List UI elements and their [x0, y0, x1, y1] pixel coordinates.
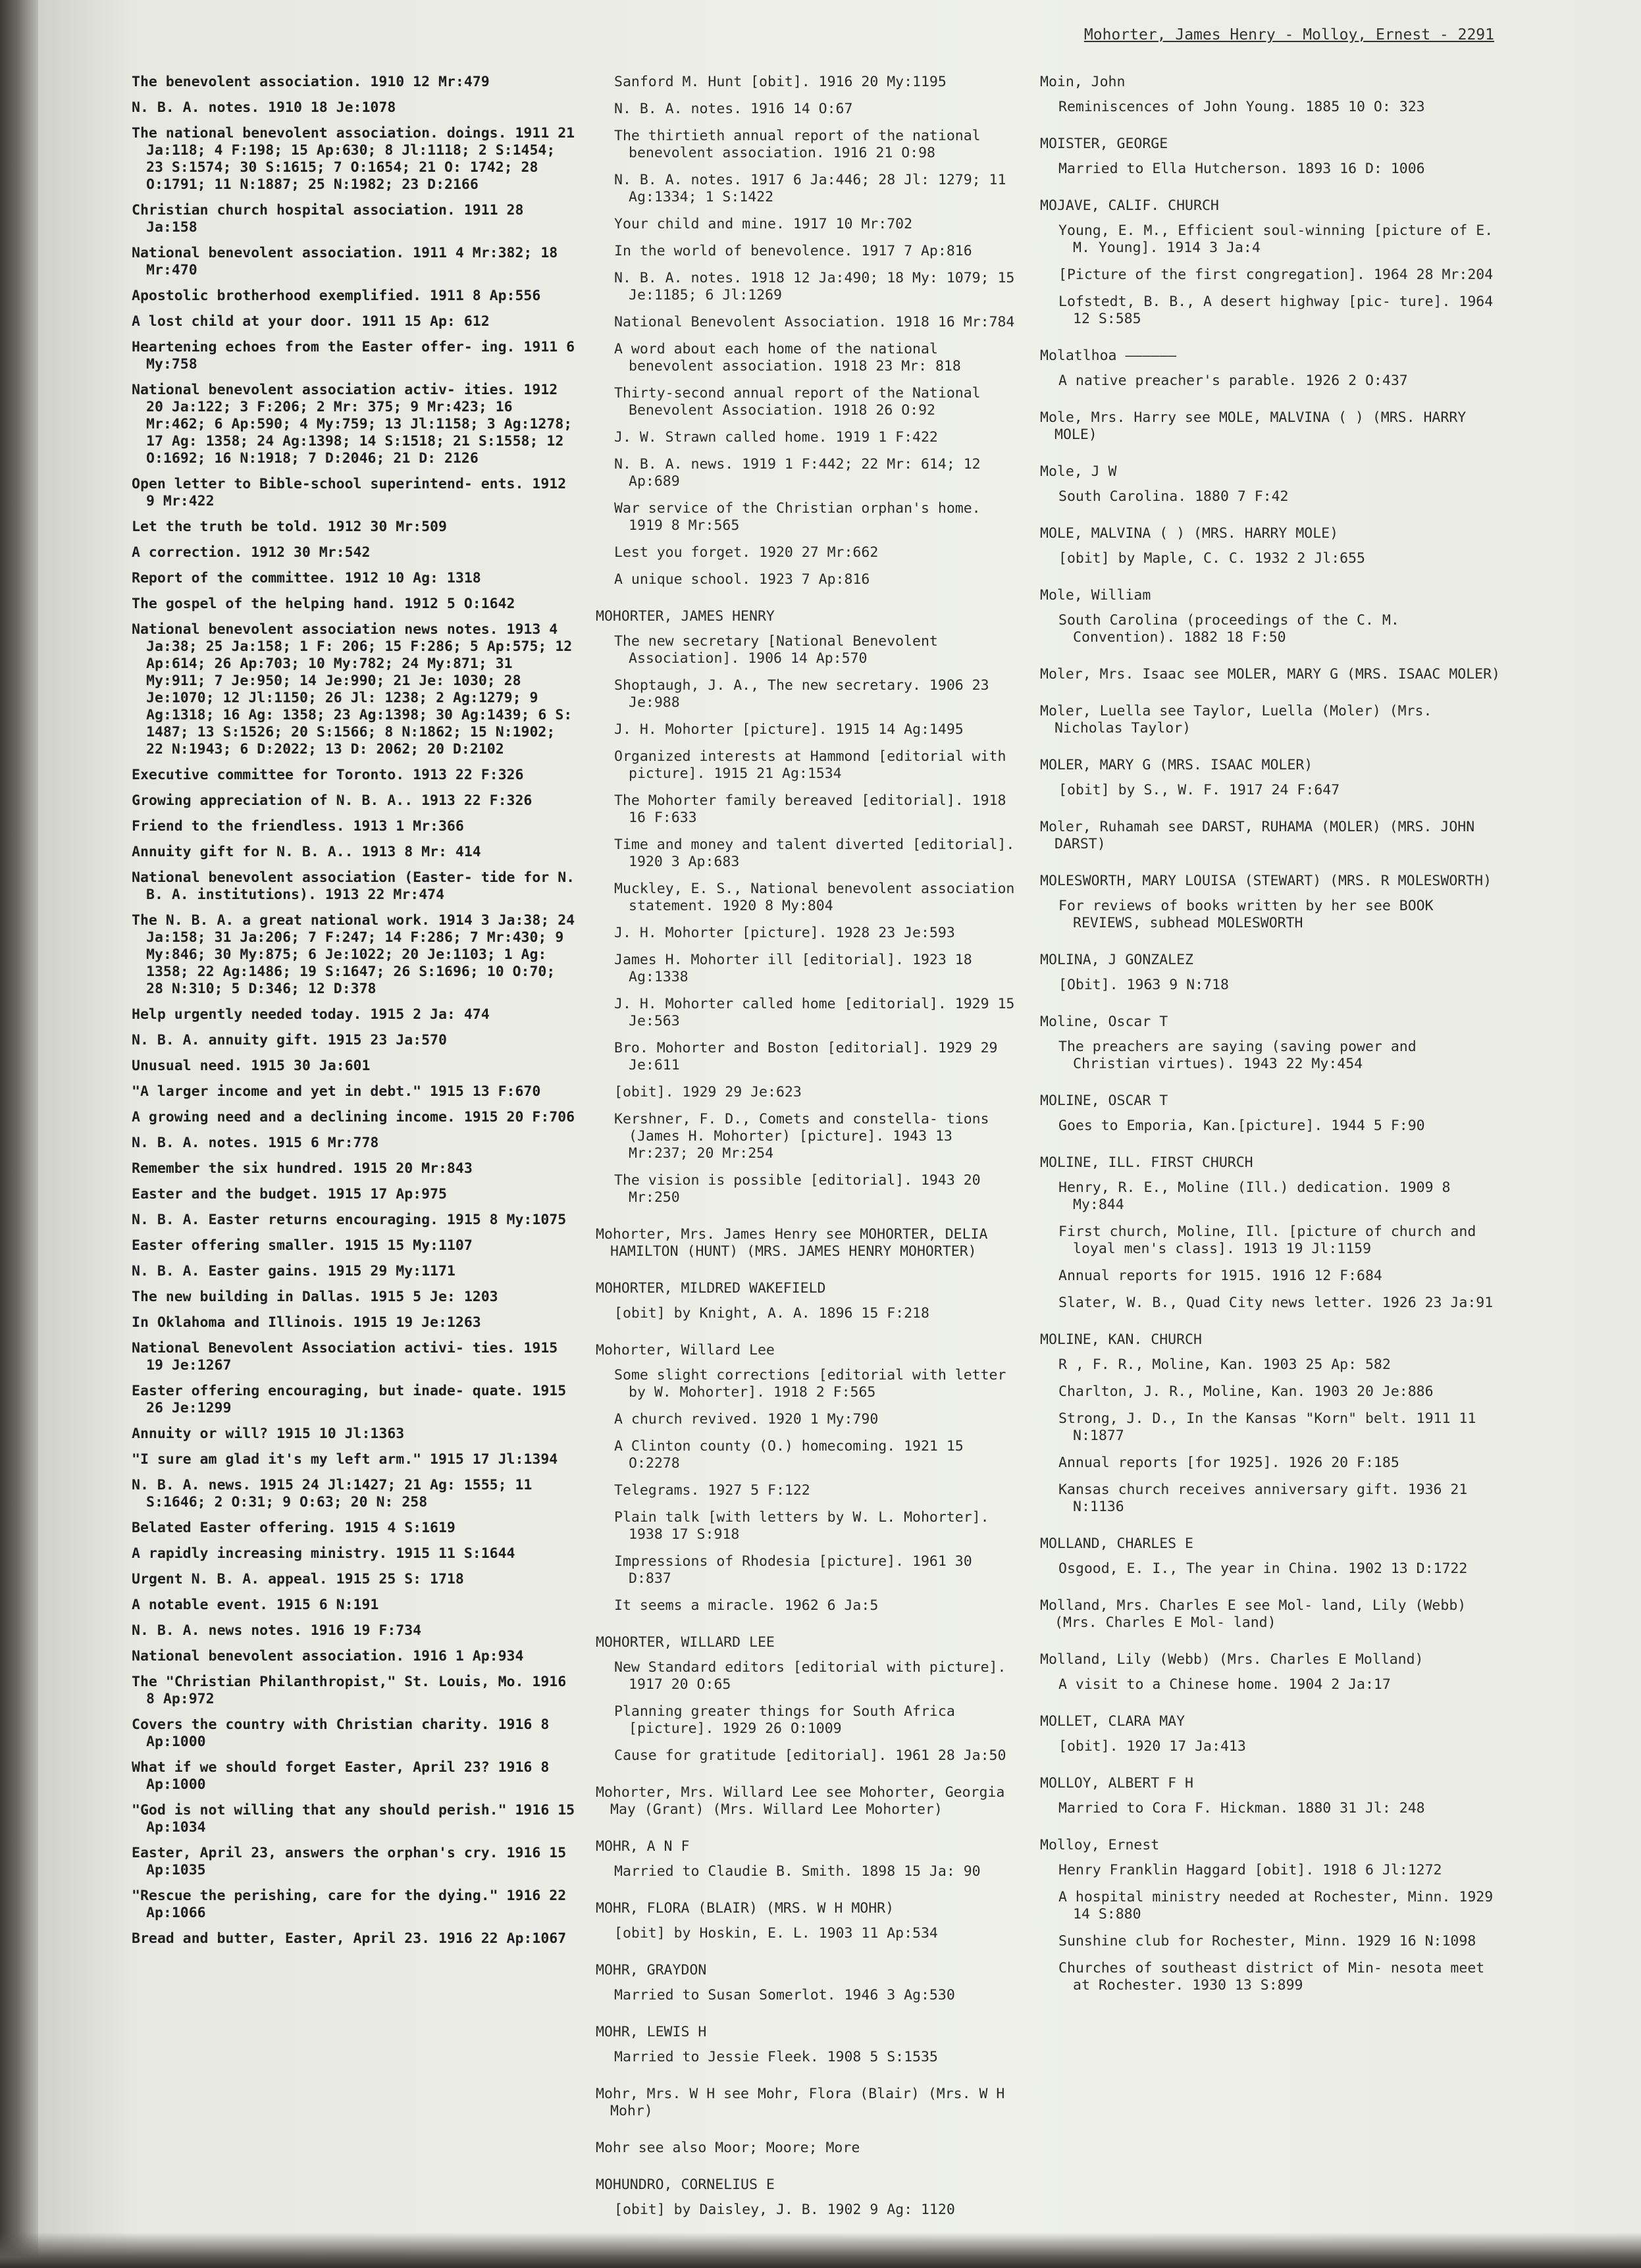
index-entry: Easter offering encouraging, but inade- quate. 1915 26 Je:1299: [132, 1383, 567, 1416]
index-entry: Sanford M. Hunt [obit]. 1916 20 My:1195: [614, 74, 947, 90]
index-entry: Remember the six hundred. 1915 20 Mr:843: [132, 1160, 473, 1177]
index-entry: Slater, W. B., Quad City news letter. 1926 23 Ja:91: [1058, 1295, 1494, 1311]
index-entry: National Benevolent Association activi- ties. 1915 19 Je:1267: [132, 1340, 558, 1374]
index-heading: Moler, Luella see Taylor, Luella (Moler) (Mrs. Nicholas Taylor): [1040, 703, 1432, 736]
index-heading: Moler, Mrs. Isaac see MOLER, MARY G (MRS. ISAAC MOLER): [1040, 666, 1500, 683]
index-entry: Telegrams. 1927 5 F:122: [614, 1482, 810, 1499]
index-entry: Charlton, J. R., Moline, Kan. 1903 20 Je:886: [1058, 1383, 1434, 1400]
index-entry: In Oklahoma and Illinois. 1915 19 Je:1263: [132, 1314, 481, 1331]
index-heading: Mole, J W: [1040, 463, 1117, 480]
index-entry: Strong, J. D., In the Kansas "Korn" belt. 1911 11 N:1877: [1058, 1410, 1476, 1444]
index-entry: "A larger income and yet in debt." 1915 13 F:670: [132, 1083, 541, 1100]
index-heading: MOLLOY, ALBERT F H: [1040, 1775, 1193, 1791]
index-entry: N. B. A. news. 1915 24 Jl:1427; 21 Ag: 1555; 11 S:1646; 2 O:31; 9 O:63; 20 N: 258: [132, 1477, 533, 1510]
index-heading: MOHUNDRO, CORNELIUS E: [596, 2177, 775, 2193]
index-entry: The gospel of the helping hand. 1912 5 O:1642: [132, 596, 515, 612]
index-entry: Belated Easter offering. 1915 4 S:1619: [132, 1520, 456, 1536]
index-entry: Annuity or will? 1915 10 Jl:1363: [132, 1426, 405, 1442]
index-heading: Molatlhoa ——————: [1040, 348, 1177, 364]
index-heading: MOLINE, KAN. CHURCH: [1040, 1331, 1202, 1348]
index-entry: It seems a miracle. 1962 6 Ja:5: [614, 1597, 879, 1614]
index-entry: J. H. Mohorter [picture]. 1915 14 Ag:1495: [614, 721, 964, 738]
index-entry: Open letter to Bible-school superintend- ents. 1912 9 Mr:422: [132, 476, 567, 509]
index-entry: New Standard editors [editorial with picture]. 1917 20 O:65: [614, 1659, 1006, 1693]
index-entry: Organized interests at Hammond [editorial with picture]. 1915 21 Ag:1534: [614, 748, 1006, 782]
index-entry: J. W. Strawn called home. 1919 1 F:422: [614, 429, 938, 446]
index-entry: The "Christian Philanthropist," St. Louis, Mo. 1916 8 Ap:972: [132, 1674, 567, 1707]
index-entry: The new secretary [National Benevolent Association]. 1906 14 Ap:570: [614, 633, 938, 667]
index-entry: The new building in Dallas. 1915 5 Je: 1203: [132, 1289, 498, 1305]
index-entry: Married to Susan Somerlot. 1946 3 Ag:530: [614, 1987, 955, 2003]
index-entry: N. B. A. news notes. 1916 19 F:734: [132, 1622, 422, 1639]
index-entry: A church revived. 1920 1 My:790: [614, 1411, 879, 1428]
index-entry: Married to Jessie Fleek. 1908 5 S:1535: [614, 2049, 938, 2065]
index-entry: Easter offering smaller. 1915 15 My:1107: [132, 1237, 473, 1254]
index-entry: Executive committee for Toronto. 1913 22 F:326: [132, 767, 524, 783]
index-entry: South Carolina (proceedings of the C. M. Convention). 1882 18 F:50: [1058, 612, 1399, 646]
index-heading: MOLLAND, CHARLES E: [1040, 1535, 1193, 1552]
index-heading: Mohorter, Willard Lee: [596, 1342, 775, 1358]
index-entry: A native preacher's parable. 1926 2 O:437: [1058, 373, 1408, 389]
index-entry: The N. B. A. a great national work. 1914 3 Ja:38; 24 Ja:158; 31 Ja:206; 7 F:247; 14 F:286; 7 Mr:430; 9 My:846; 30 My:875; 6 Je:1022; 20 Je:1103; 1 Ag: 1358; 22 Ag:1486; 19 S:1647; 26 S:1696; 10 O:70; 28 N:310; 5 D:346; 12 D:378: [132, 912, 575, 997]
index-entry: N. B. A. news. 1919 1 F:442; 22 Mr: 614; 12 Ap:689: [614, 456, 981, 490]
index-entry: The preachers are saying (saving power and Christian virtues). 1943 22 My:454: [1058, 1039, 1417, 1072]
index-entry: For reviews of books written by her see BOOK REVIEWS, subhead MOLESWORTH: [1058, 898, 1434, 931]
index-entry: Covers the country with Christian charity. 1916 8 Ap:1000: [132, 1716, 550, 1750]
index-entry: A word about each home of the national benevolent association. 1918 23 Mr: 818: [614, 341, 961, 374]
index-entry: Friend to the friendless. 1913 1 Mr:366: [132, 818, 464, 835]
index-entry: Plain talk [with letters by W. L. Mohorter]. 1938 17 S:918: [614, 1509, 989, 1543]
index-entry: N. B. A. annuity gift. 1915 23 Ja:570: [132, 1032, 447, 1048]
index-entry: Annuity gift for N. B. A.. 1913 8 Mr: 414: [132, 844, 481, 860]
index-entry: Lest you forget. 1920 27 Mr:662: [614, 544, 879, 561]
index-heading: Moler, Ruhamah see DARST, RUHAMA (MOLER) (MRS. JOHN DARST): [1040, 819, 1475, 852]
index-entry: A unique school. 1923 7 Ap:816: [614, 571, 870, 588]
index-entry: National Benevolent Association. 1918 16 Mr:784: [614, 314, 1015, 330]
index-heading: MOHR, GRAYDON: [596, 1962, 707, 1978]
index-entry: N. B. A. notes. 1918 12 Ja:490; 18 My: 1079; 15 Je:1185; 6 Jl:1269: [614, 270, 1015, 303]
index-entry: National benevolent association news notes. 1913 4 Ja:38; 25 Ja:158; 1 F: 206; 15 F:286; 5 Ap:575; 12 Ap:614; 26 Ap:703; 10 My:782; 24 My:871; 31 My:911; 7 Je:950; 14 Je:990; 21 Je: 1030; 28 Je:1070; 12 Jl:1150; 26 Jl: 1238; 2 Ag:1279; 9 Ag:1318; 16 Ag: 1358; 23 Ag:1398; 30 Ag:1439; 6 S: 1487; 13 S:1526; 20 S:1566; 8 N:1862; 15 N:1902; 22 N:1943; 6 D:2022; 13 D: 2062; 20 D:2102: [132, 621, 573, 758]
index-entry: A lost child at your door. 1911 15 Ap: 612: [132, 313, 490, 330]
index-entry: The national benevolent association. doings. 1911 21 Ja:118; 4 F:198; 15 Ap:630; 8 Jl:1118; 2 S:1454; 23 S:1574; 30 S:1615; 7 O:1654; 21 O: 1742; 28 O:1791; 11 N:1887; 25 N:1982; 23 D:2166: [132, 125, 575, 193]
index-entry: James H. Mohorter ill [editorial]. 1923 18 Ag:1338: [614, 952, 972, 985]
index-entry: A rapidly increasing ministry. 1915 11 S:1644: [132, 1545, 515, 1562]
index-entry: National benevolent association activ- ities. 1912 20 Ja:122; 3 F:206; 2 Mr: 375; 9 Mr:423; 16 Mr:462; 6 Ap:590; 4 My:759; 13 Jl:1158; 3 Ag:1278; 17 Ag: 1358; 24 Ag:1398; 14 S:1518; 21 S:1558; 12 O:1692; 16 N:1918; 7 D:2046; 21 D: 2126: [132, 382, 573, 467]
index-entry: National benevolent association. 1916 1 Ap:934: [132, 1648, 524, 1664]
index-entry: Thirty-second annual report of the National Benevolent Association. 1918 26 O:92: [614, 385, 981, 419]
index-entry: N. B. A. notes. 1915 6 Mr:778: [132, 1135, 379, 1151]
index-entry: National benevolent association. 1911 4 Mr:382; 18 Mr:470: [132, 245, 558, 278]
index-entry: J. H. Mohorter [picture]. 1928 23 Je:593: [614, 925, 955, 941]
index-entry: The Mohorter family bereaved [editorial]. 1918 16 F:633: [614, 792, 1006, 826]
index-entry: [obit] by Knight, A. A. 1896 15 F:218: [614, 1305, 929, 1322]
index-heading: Molloy, Ernest: [1040, 1837, 1160, 1853]
index-entry: A Clinton county (O.) homecoming. 1921 15 O:2278: [614, 1438, 964, 1472]
index-heading: MOLE, MALVINA ( ) (MRS. HARRY MOLE): [1040, 525, 1339, 542]
index-entry: [obit] by Hoskin, E. L. 1903 11 Ap:534: [614, 1925, 938, 1942]
index-entry: Reminiscences of John Young. 1885 10 O: 323: [1058, 99, 1425, 115]
index-entry: Time and money and talent diverted [editorial]. 1920 3 Ap:683: [614, 837, 1015, 870]
index-entry: Henry, R. E., Moline (Ill.) dedication. 1909 8 My:844: [1058, 1179, 1451, 1213]
index-entry: Married to Cora F. Hickman. 1880 31 Jl: 248: [1058, 1800, 1425, 1817]
index-entry: Growing appreciation of N. B. A.. 1913 22 F:326: [132, 792, 533, 809]
index-heading: MOISTER, GEORGE: [1040, 136, 1168, 152]
index-entry: A growing need and a declining income. 1915 20 F:706: [132, 1109, 575, 1125]
index-heading: MOHR, FLORA (BLAIR) (MRS. W H MOHR): [596, 1900, 895, 1917]
index-entry: [obit]. 1929 29 Je:623: [614, 1084, 802, 1100]
index-entry: What if we should forget Easter, April 23? 1916 8 Ap:1000: [132, 1759, 550, 1793]
index-entry: [obit] by Maple, C. C. 1932 2 Jl:655: [1058, 550, 1365, 567]
index-entry: [obit] by Daisley, J. B. 1902 9 Ag: 1120: [614, 2202, 955, 2218]
index-entry: Married to Claudie B. Smith. 1898 15 Ja: 90: [614, 1863, 981, 1880]
index-entry: N. B. A. notes. 1917 6 Ja:446; 28 Jl: 1279; 11 Ag:1334; 1 S:1422: [614, 172, 1006, 205]
index-entry: N. B. A. notes. 1916 14 O:67: [614, 101, 853, 117]
index-heading: MOJAVE, CALIF. CHURCH: [1040, 197, 1219, 214]
index-entry: Shoptaugh, J. A., The new secretary. 1906 23 Je:988: [614, 677, 989, 711]
index-entry: N. B. A. notes. 1910 18 Je:1078: [132, 99, 396, 116]
index-entry: Married to Ella Hutcherson. 1893 16 D: 1006: [1058, 161, 1425, 177]
index-entry: Churches of southeast district of Min- nesota meet at Rochester. 1930 13 S:899: [1058, 1960, 1485, 1994]
index-entry: Heartening echoes from the Easter offer- ing. 1911 6 My:758: [132, 339, 575, 373]
index-entry: Unusual need. 1915 30 Ja:601: [132, 1058, 371, 1074]
page-bottom-edge: [0, 2232, 1641, 2268]
index-entry: N. B. A. Easter returns encouraging. 1915 8 My:1075: [132, 1212, 567, 1228]
index-column-1: [132, 74, 579, 1956]
running-head: Mohorter, James Henry - Molloy, Ernest - 2291: [1083, 26, 1494, 43]
index-entry: Christian church hospital association. 1911 28 Ja:158: [132, 202, 524, 236]
index-entry: First church, Moline, Ill. [picture of church and loyal men's class]. 1913 19 Jl:1159: [1058, 1224, 1476, 1257]
index-heading: Molland, Lily (Webb) (Mrs. Charles E Molland): [1040, 1651, 1424, 1668]
book-spine-shadow: [0, 0, 38, 2268]
index-column-2: [596, 74, 1017, 2229]
index-heading: Mole, William: [1040, 587, 1151, 604]
index-entry: N. B. A. Easter gains. 1915 29 My:1171: [132, 1263, 456, 1279]
index-heading: MOLINA, J GONZALEZ: [1040, 952, 1193, 968]
index-entry: Annual reports for 1915. 1916 12 F:684: [1058, 1268, 1382, 1284]
index-heading: MOLER, MARY G (MRS. ISAAC MOLER): [1040, 757, 1313, 773]
index-entry: Bro. Mohorter and Boston [editorial]. 1929 29 Je:611: [614, 1040, 998, 1073]
index-entry: A notable event. 1915 6 N:191: [132, 1597, 379, 1613]
index-heading: MOLINE, ILL. FIRST CHURCH: [1040, 1154, 1253, 1171]
index-entry: Goes to Emporia, Kan.[picture]. 1944 5 F:90: [1058, 1118, 1425, 1134]
index-entry: "God is not willing that any should perish." 1916 15 Ap:1034: [132, 1802, 575, 1836]
index-heading: MOLINE, OSCAR T: [1040, 1093, 1168, 1109]
index-heading: MOLLET, CLARA MAY: [1040, 1713, 1185, 1730]
index-column-3: [1040, 74, 1501, 2004]
index-heading: MOHORTER, JAMES HENRY: [596, 608, 775, 625]
index-entry: [Picture of the first congregation]. 1964 28 Mr:204: [1058, 267, 1494, 283]
index-entry: Osgood, E. I., The year in China. 1902 13 D:1722: [1058, 1560, 1468, 1577]
index-entry: Your child and mine. 1917 10 Mr:702: [614, 216, 913, 232]
index-entry: Impressions of Rhodesia [picture]. 1961 30 D:837: [614, 1553, 972, 1587]
index-entry: Help urgently needed today. 1915 2 Ja: 474: [132, 1006, 490, 1023]
index-entry: Urgent N. B. A. appeal. 1915 25 S: 1718: [132, 1571, 464, 1587]
index-entry: South Carolina. 1880 7 F:42: [1058, 488, 1289, 505]
index-entry: Apostolic brotherhood exemplified. 1911 8 Ap:556: [132, 288, 541, 304]
index-heading: MOHR, LEWIS H: [596, 2024, 707, 2040]
index-entry: "I sure am glad it's my left arm." 1915 17 Jl:1394: [132, 1451, 558, 1468]
index-entry: "Rescue the perishing, care for the dying." 1916 22 Ap:1066: [132, 1888, 567, 1921]
index-entry: Sunshine club for Rochester, Minn. 1929 16 N:1098: [1058, 1933, 1476, 1949]
index-entry: Kansas church receives anniversary gift. 1936 21 N:1136: [1058, 1482, 1468, 1515]
index-entry: Young, E. M., Efficient soul-winning [picture of E. M. Young]. 1914 3 Ja:4: [1058, 222, 1494, 256]
index-entry: [Obit]. 1963 9 N:718: [1058, 977, 1229, 993]
index-entry: Muckley, E. S., National benevolent association statement. 1920 8 My:804: [614, 881, 1015, 914]
index-entry: A correction. 1912 30 Mr:542: [132, 544, 371, 561]
index-entry: A visit to a Chinese home. 1904 2 Ja:17: [1058, 1676, 1391, 1693]
index-entry: Planning greater things for South Africa [picture]. 1929 26 O:1009: [614, 1703, 955, 1737]
index-entry: Kershner, F. D., Comets and constella- tions (James H. Mohorter) [picture]. 1943 13 Mr:237; 20 Mr:254: [614, 1111, 989, 1162]
index-entry: J. H. Mohorter called home [editorial]. 1929 15 Je:563: [614, 996, 1015, 1029]
index-heading: Mohorter, Mrs. James Henry see MOHORTER, DELIA HAMILTON (HUNT) (MRS. JAMES HENRY MOHORTER): [596, 1226, 988, 1260]
index-entry: [obit] by S., W. F. 1917 24 F:647: [1058, 782, 1340, 798]
index-heading: MOHORTER, WILLARD LEE: [596, 1634, 775, 1651]
index-entry: Some slight corrections [editorial with letter by W. Mohorter]. 1918 2 F:565: [614, 1367, 1006, 1401]
index-entry: Let the truth be told. 1912 30 Mr:509: [132, 519, 447, 535]
index-entry: Annual reports [for 1925]. 1926 20 F:185: [1058, 1455, 1399, 1471]
index-entry: Easter, April 23, answers the orphan's cry. 1916 15 Ap:1035: [132, 1845, 567, 1878]
index-entry: The benevolent association. 1910 12 Mr:479: [132, 74, 490, 90]
index-entry: War service of the Christian orphan's home. 1919 8 Mr:565: [614, 500, 981, 534]
index-entry: [obit]. 1920 17 Ja:413: [1058, 1738, 1246, 1755]
index-entry: The thirtieth annual report of the national benevolent association. 1916 21 O:98: [614, 128, 981, 161]
index-heading: Molland, Mrs. Charles E see Mol- land, Lily (Webb) (Mrs. Charles E Mol- land): [1040, 1597, 1467, 1631]
index-heading: Mohorter, Mrs. Willard Lee see Mohorter, Georgia May (Grant) (Mrs. Willard Lee Mohorter): [596, 1784, 1005, 1818]
index-entry: Easter and the budget. 1915 17 Ap:975: [132, 1186, 447, 1202]
index-entry: National benevolent association (Easter- tide for N. B. A. institutions). 1913 22 Mr:474: [132, 869, 575, 903]
index-entry: In the world of benevolence. 1917 7 Ap:816: [614, 243, 972, 259]
index-heading: Mole, Mrs. Harry see MOLE, MALVINA ( ) (MRS. HARRY MOLE): [1040, 409, 1467, 443]
index-heading: Moline, Oscar T: [1040, 1014, 1168, 1030]
index-heading: MOHR, A N F: [596, 1838, 690, 1855]
index-entry: A hospital ministry needed at Rochester, Minn. 1929 14 S:880: [1058, 1889, 1494, 1922]
index-heading: Mohr see also Moor; Moore; More: [596, 2140, 860, 2156]
index-entry: R , F. R., Moline, Kan. 1903 25 Ap: 582: [1058, 1356, 1391, 1373]
index-heading: MOHORTER, MILDRED WAKEFIELD: [596, 1280, 826, 1297]
index-heading: Moin, John: [1040, 74, 1126, 90]
index-entry: The vision is possible [editorial]. 1943 20 Mr:250: [614, 1172, 981, 1206]
index-entry: Report of the committee. 1912 10 Ag: 1318: [132, 570, 481, 586]
index-heading: MOLESWORTH, MARY LOUISA (STEWART) (MRS. R MOLESWORTH): [1040, 873, 1492, 889]
index-entry: Henry Franklin Haggard [obit]. 1918 6 Jl:1272: [1058, 1862, 1442, 1878]
index-entry: Lofstedt, B. B., A desert highway [pic- ture]. 1964 12 S:585: [1058, 294, 1494, 327]
index-entry: Cause for gratitude [editorial]. 1961 28 Ja:50: [614, 1747, 1006, 1764]
index-entry: Bread and butter, Easter, April 23. 1916 22 Ap:1067: [132, 1930, 567, 1947]
index-heading: Mohr, Mrs. W H see Mohr, Flora (Blair) (Mrs. W H Mohr): [596, 2086, 1005, 2119]
